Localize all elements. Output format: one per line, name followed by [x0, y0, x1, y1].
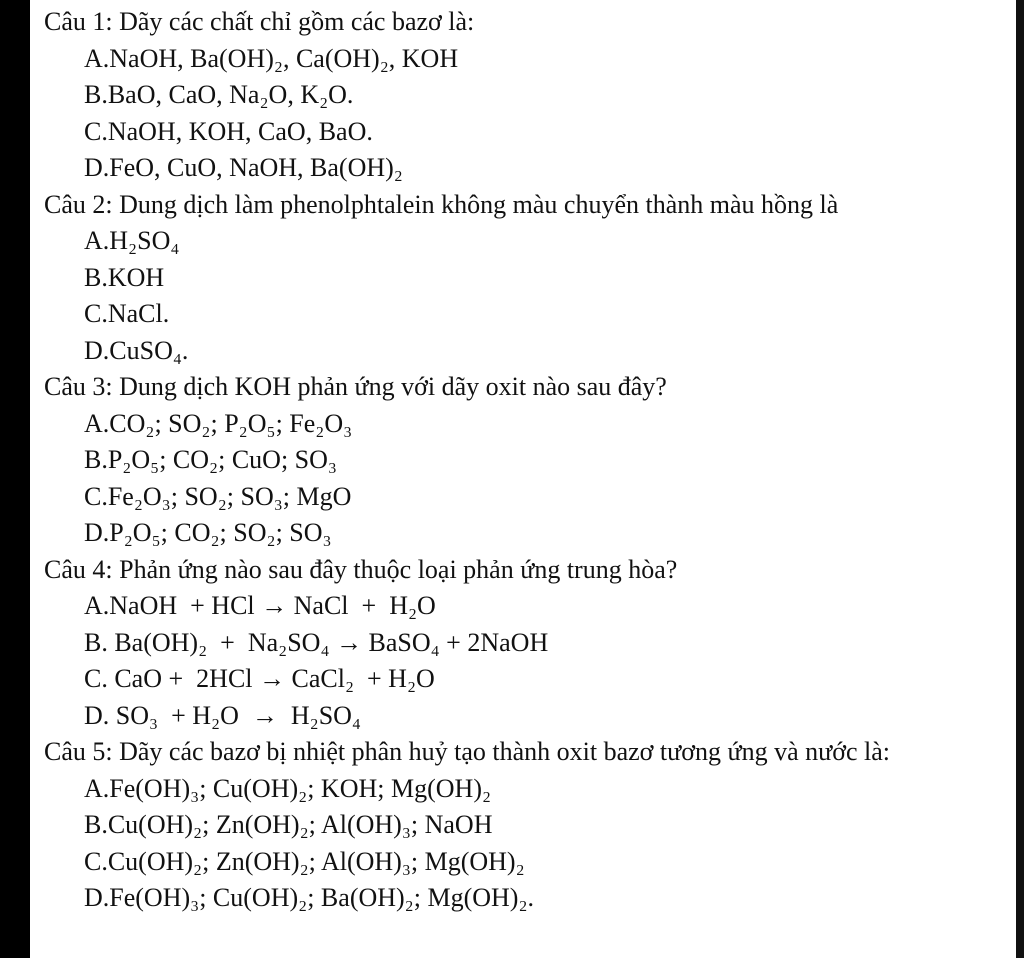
option-text: D.CuSO₄. — [84, 335, 189, 365]
question-2-option-b — [44, 260, 1014, 297]
question-5: Câu 5: Dãy các bazơ bị nhiệt phân huỷ tạo thành oxit bazơ tương ứng và nước là: — [44, 737, 890, 766]
scan-border — [1016, 0, 1024, 958]
question-5-option-d — [44, 880, 1014, 917]
question-4-option-a — [44, 588, 1014, 625]
option-text: D.Fe(OH)₃; Cu(OH)₂; Ba(OH)₂; Mg(OH)₂. — [84, 883, 535, 912]
option-text: C.Cu(OH)₂; Zn(OH)₂; Al(OH)₃; Mg(OH)₂ — [84, 846, 525, 876]
option-text: B. Ba(OH)₂ + Na₂SO₄ → BaSO₄ + 2NaOH — [84, 627, 549, 657]
question-1: Câu 1: Dãy các chất chỉ gồm các bazơ là: — [44, 7, 475, 36]
question-2-option-c — [44, 296, 1014, 333]
question-3-option-c — [44, 479, 1014, 516]
question-3: Câu 3: Dung dịch KOH phản ứng với dãy oxit nào sau đây? — [44, 372, 667, 401]
option-text: A.NaOH + HCl → NaCl + H₂O — [84, 591, 436, 620]
question-4-option-b — [44, 625, 1014, 662]
option-text: D.P₂O₅; CO₂; SO₂; SO₃ — [84, 518, 332, 547]
question-3-option-d — [44, 515, 1014, 552]
question-4: Câu 4: Phản ứng nào sau đây thuộc loại phản ứng trung hòa? — [44, 554, 678, 584]
option-text: B.P₂O₅; CO₂; CuO; SO₃ — [84, 445, 337, 474]
question-4-option-d — [44, 698, 1014, 735]
question-1-option-a — [44, 41, 1014, 78]
option-text: B.BaO, CaO, Na₂O, K₂O. — [84, 80, 354, 109]
question-1-option-b — [44, 77, 1014, 114]
question-4-option-c — [44, 661, 1014, 698]
question-1-option-d — [44, 150, 1014, 187]
option-text: D.FeO, CuO, NaOH, Ba(OH)₂ — [84, 153, 403, 182]
question-5-option-b — [44, 807, 1014, 844]
option-text: A.CO₂; SO₂; P₂O₅; Fe₂O₃ — [84, 408, 353, 438]
option-text: B.Cu(OH)₂; Zn(OH)₂; Al(OH)₃; NaOH — [84, 810, 493, 839]
option-text: D. SO₃ + H₂O → H₂SO₄ — [84, 700, 361, 730]
question-2-option-a — [44, 223, 1014, 260]
option-text: A.Fe(OH)₃; Cu(OH)₂; KOH; Mg(OH)₂ — [84, 773, 492, 803]
question-1-option-c — [44, 114, 1014, 151]
question-5-option-c — [44, 844, 1014, 881]
question-3-option-b — [44, 442, 1014, 479]
question-2-option-d — [44, 333, 1014, 370]
question-5-option-a — [44, 771, 1014, 808]
option-text: C.Fe₂O₃; SO₂; SO₃; MgO — [84, 481, 352, 511]
option-text: C.NaOH, KOH, CaO, BaO. — [84, 116, 373, 146]
option-text: C.NaCl. — [84, 299, 170, 328]
worksheet-page — [30, 0, 1024, 958]
question-3-option-a — [44, 406, 1014, 443]
option-text: A.H₂SO₄ — [84, 226, 180, 255]
question-2: Câu 2: Dung dịch làm phenolphtalein không màu chuyển thành màu hồng là — [44, 189, 839, 219]
question-list — [44, 4, 1014, 917]
option-text: C. CaO + 2HCl → CaCl₂ + H₂O — [84, 664, 435, 693]
option-text: A.NaOH, Ba(OH)₂, Ca(OH)₂, KOH — [84, 43, 459, 73]
option-text: B.KOH — [84, 262, 165, 292]
